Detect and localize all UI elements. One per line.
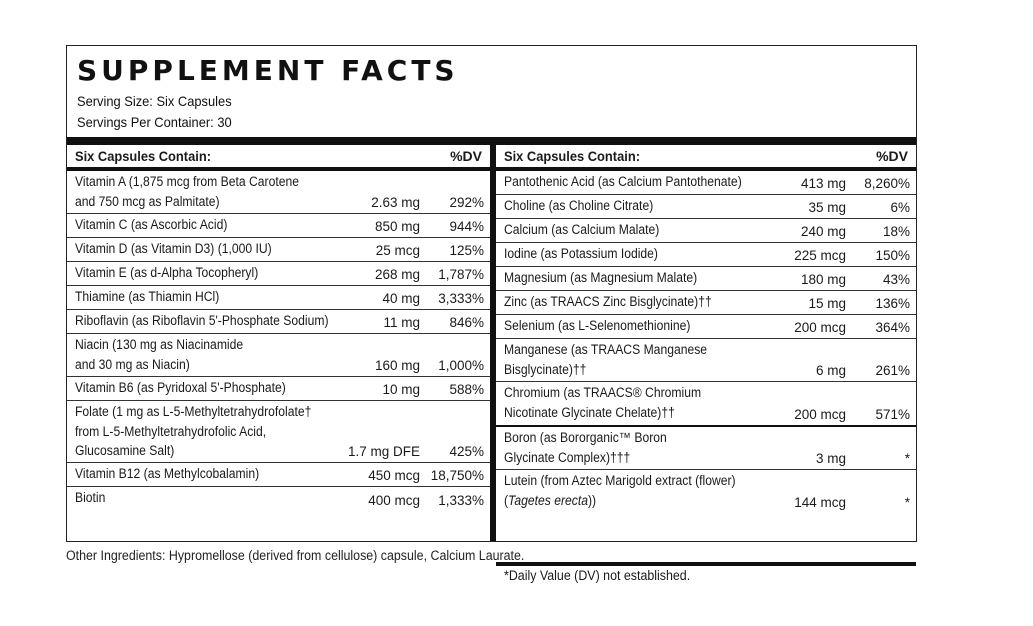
nutrient-row	[496, 219, 916, 243]
nutrient-amount: 11 mg	[383, 314, 420, 330]
nutrient-row	[67, 238, 490, 262]
nutrient-amount: 200 mcg	[794, 406, 846, 422]
nutrient-dv: 1,333%	[438, 492, 484, 508]
nutrient-name: Calcium (as Calcium Malate)	[504, 222, 660, 237]
nutrient-amount: 240 mg	[800, 223, 846, 239]
species-name: Tagetes erecta	[508, 492, 588, 508]
nutrient-amount: 10 mg	[382, 381, 420, 397]
left-nutrient-column	[67, 145, 490, 511]
nutrient-amount: 180 mg	[800, 271, 846, 287]
nutrient-amount: 400 mcg	[368, 492, 420, 508]
nutrient-dv: 18,750%	[430, 467, 484, 483]
nutrient-name: Niacin (130 mg as Niacinamide and 30 mg as Niacin)	[75, 337, 244, 372]
nutrient-amount: 225 mcg	[794, 247, 846, 263]
nutrient-dv: *	[904, 494, 910, 510]
nutrient-dv: 1,000%	[438, 357, 484, 373]
nutrient-row	[496, 195, 916, 219]
nutrient-dv: 944%	[449, 218, 484, 234]
nutrient-dv: 425%	[449, 443, 484, 459]
nutrient-name: Manganese (as TRAACS Manganese Bisglycinate)††	[504, 342, 708, 377]
nutrient-dv: 125%	[449, 242, 484, 258]
nutrient-dv: 3,333%	[438, 290, 484, 306]
nutrient-name: Vitamin B12 (as Methylcobalamin)	[75, 466, 260, 481]
serving-size: Serving Size: Six Capsules	[77, 93, 232, 109]
nutrient-row	[496, 291, 916, 315]
nutrient-name: Riboflavin (as Riboflavin 5'-Phosphate Sodium)	[75, 313, 329, 328]
nutrient-row	[67, 463, 490, 487]
nutrient-name: Boron (as Bororganic™ Boron Glycinate Complex)†††	[504, 430, 667, 465]
nutrient-name: Magnesium (as Magnesium Malate)	[504, 270, 698, 285]
nutrient-row	[67, 334, 490, 377]
nutrient-dv: 136%	[875, 295, 910, 311]
nutrient-amount: 160 mg	[374, 357, 420, 373]
nutrient-row	[496, 470, 916, 513]
nutrient-row	[496, 243, 916, 267]
footnote: *Daily Value (DV) not established.	[504, 568, 691, 583]
nutrient-row	[67, 377, 490, 401]
servings-per-container: Servings Per Container: 30	[77, 114, 232, 130]
nutrient-row	[67, 214, 490, 238]
nutrient-amount: 25 mcg	[375, 242, 420, 258]
nutrient-dv: 150%	[875, 247, 910, 263]
nutrient-name: Vitamin E (as d-Alpha Tocopheryl)	[75, 265, 259, 280]
paren-open: (	[504, 492, 509, 508]
right-header-label: Six Capsules Contain:	[504, 148, 640, 164]
nutrient-dv: 18%	[882, 223, 910, 239]
nutrient-amount: 450 mcg	[368, 467, 420, 483]
lutein-line1: Lutein (from Aztec Marigold extract (flower)	[504, 473, 736, 488]
lutein-line2	[504, 493, 596, 508]
nutrient-amount: 3 mg	[815, 450, 846, 466]
panel-title: SUPPLEMENT FACTS	[77, 54, 459, 87]
nutrient-amount: 15 mg	[808, 295, 846, 311]
nutrient-row	[67, 262, 490, 286]
nutrient-name: Biotin	[75, 490, 106, 505]
nutrient-row	[496, 315, 916, 339]
nutrient-amount: 200 mcg	[794, 319, 846, 335]
nutrient-dv: *	[904, 450, 910, 466]
nutrient-name: Folate (1 mg as L-5-Methyltetrahydrofolate† from L-5-Methyltetrahydrofolic Acid, Glucosamine Salt)	[75, 404, 312, 458]
nutrient-dv: 8,260%	[864, 175, 910, 191]
nutrient-name: Iodine (as Potassium Iodide)	[504, 246, 658, 261]
nutrient-amount: 6 mg	[815, 362, 846, 378]
paren-close: ))	[587, 492, 597, 508]
nutrient-amount: 413 mg	[800, 175, 846, 191]
nutrient-dv: 846%	[449, 314, 484, 330]
nutrient-row	[496, 171, 916, 195]
nutrient-dv: 571%	[875, 406, 910, 422]
nutrient-amount: 40 mg	[382, 290, 420, 306]
nutrient-row	[67, 286, 490, 310]
nutrient-name: Vitamin A (1,875 mcg from Beta Carotene and 750 mcg as Palmitate)	[75, 174, 300, 209]
nutrient-name: Vitamin B6 (as Pyridoxal 5'-Phosphate)	[75, 380, 286, 395]
other-ingredients: Other Ingredients: Hypromellose (derived from cellulose) capsule, Calcium Laurate.	[66, 548, 525, 563]
nutrient-row	[496, 427, 916, 470]
nutrient-row	[67, 487, 490, 511]
nutrient-name: Vitamin C (as Ascorbic Acid)	[75, 217, 228, 232]
right-nutrient-column	[496, 145, 916, 583]
nutrient-amount: 2.63 mg	[371, 194, 420, 210]
nutrient-name: Thiamine (as Thiamin HCl)	[75, 289, 220, 304]
nutrient-row	[67, 310, 490, 334]
nutrient-amount: 850 mg	[374, 218, 420, 234]
nutrient-row	[496, 267, 916, 291]
left-header-dv: %DV	[450, 148, 482, 164]
nutrient-amount: 1.7 mg DFE	[347, 443, 420, 459]
nutrient-amount: 144 mcg	[794, 494, 846, 510]
nutrient-name: Vitamin D (as Vitamin D3) (1,000 IU)	[75, 241, 272, 256]
nutrient-row	[496, 382, 916, 427]
nutrient-dv: 43%	[882, 271, 910, 287]
nutrient-name: Zinc (as TRAACS Zinc Bisglycinate)††	[504, 294, 712, 309]
nutrient-dv: 364%	[875, 319, 910, 335]
nutrient-dv: 1,787%	[438, 266, 484, 282]
nutrient-amount: 268 mg	[374, 266, 420, 282]
left-column-header	[67, 145, 490, 171]
nutrient-amount: 35 mg	[808, 199, 846, 215]
left-header-label: Six Capsules Contain:	[75, 148, 211, 164]
nutrient-dv: 261%	[875, 362, 910, 378]
right-column-header	[496, 145, 916, 171]
nutrient-row	[67, 401, 490, 463]
nutrient-name: Pantothenic Acid (as Calcium Pantothenate)	[504, 174, 742, 189]
right-header-dv: %DV	[876, 148, 908, 164]
nutrient-row	[67, 171, 490, 214]
nutrient-name	[504, 471, 736, 510]
nutrient-dv: 588%	[449, 381, 484, 397]
nutrient-dv: 292%	[449, 194, 484, 210]
nutrient-row	[496, 339, 916, 382]
nutrient-name: Choline (as Choline Citrate)	[504, 198, 654, 213]
nutrient-name: Selenium (as L-Selenomethionine)	[504, 318, 691, 333]
nutrient-name: Chromium (as TRAACS® Chromium Nicotinate Glycinate Chelate)††	[504, 385, 702, 420]
nutrient-dv: 6%	[890, 199, 910, 215]
